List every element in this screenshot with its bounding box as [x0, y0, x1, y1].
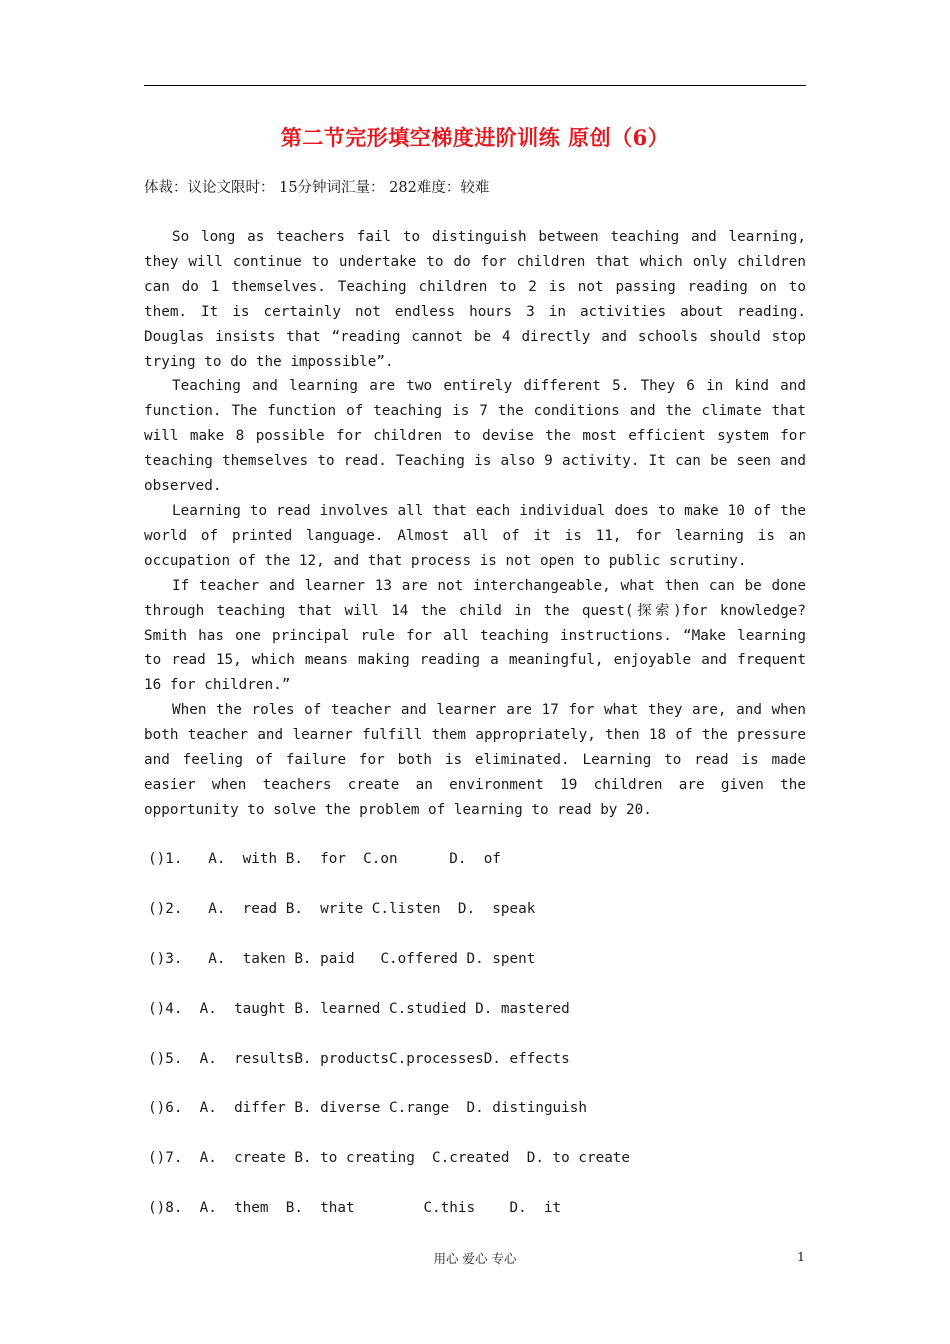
page-number: 1 [797, 1249, 805, 1264]
passage-paragraph: So long as teachers fail to distinguish between teaching and learning, they will continue to undertake to do for children that which only children can do 1 themselves. Teaching children to 2 is not passing reading on to them. It is certainly not endless hours 3 in activities about reading. Douglas insists that “reading cannot be 4 directly and schools should stop trying to do the impossible”. [144, 229, 806, 370]
question-item: ()8. A. them B. that C.this D. it [148, 1200, 562, 1217]
passage-paragraph: When the roles of teacher and learner are 17 for what they are, and when both teacher and learner fulfill them appropriately, then 18 of the pressure and feeling of failure for both is eliminated. Learning to read is made easier when teachers create an environment 19 children are given the opportunity to solve the problem of learning to read by 20. [144, 702, 806, 818]
page-title: 第二节完形填空梯度进阶训练 原创（6） [280, 125, 670, 150]
question-item: ()7. A. create B. to creating C.created D. to create [148, 1150, 631, 1167]
passage [144, 225, 806, 823]
passage-paragraph: Teaching and learning are two entirely different 5. They 6 in kind and function. The function of teaching is 7 the conditions and the climate that will make 8 possible for children to devise the most efficient system for teaching themselves to read. Teaching is also 9 activity. It can be seen and observed. [144, 378, 806, 495]
question-item: ()4. A. taught B. learned C.studied D. mastered [148, 1000, 570, 1017]
question-item: ()2. A. read B. write C.listen D. speak [148, 900, 536, 917]
passage-paragraph: If teacher and learner 13 are not interchangeable, what then can be done through teaching that will 14 the child in the quest(探索)for knowledge? Smith has one principal rule for all teaching instructions. “Make learning to read 15, which means making reading a meaningful, enjoyable and frequent 16 for children.” [144, 577, 806, 694]
question-item: ()3. A. taken B. paid C.offered D. spent [148, 950, 536, 967]
exercise-meta: 体裁：议论文限时： 15分钟词汇量： 282难度：较难 [144, 180, 490, 196]
question-item: ()6. A. differ B. diverse C.range D. distinguish [148, 1100, 587, 1117]
question-list [148, 847, 630, 1246]
passage-paragraph: Learning to read involves all that each individual does to make 10 of the world of printed language. Almost all of it is 11, for learning is an occupation of the 12, and that process is not open to public scrutiny. [144, 502, 806, 569]
question-item: ()1. A. with B. for C.on D. of [148, 851, 501, 867]
question-item: ()5. A. resultsB. productsC.processesD. effects [148, 1050, 570, 1067]
header-rule [144, 85, 806, 86]
footer-slogan: 用心 爱心 专心 [433, 1251, 517, 1266]
